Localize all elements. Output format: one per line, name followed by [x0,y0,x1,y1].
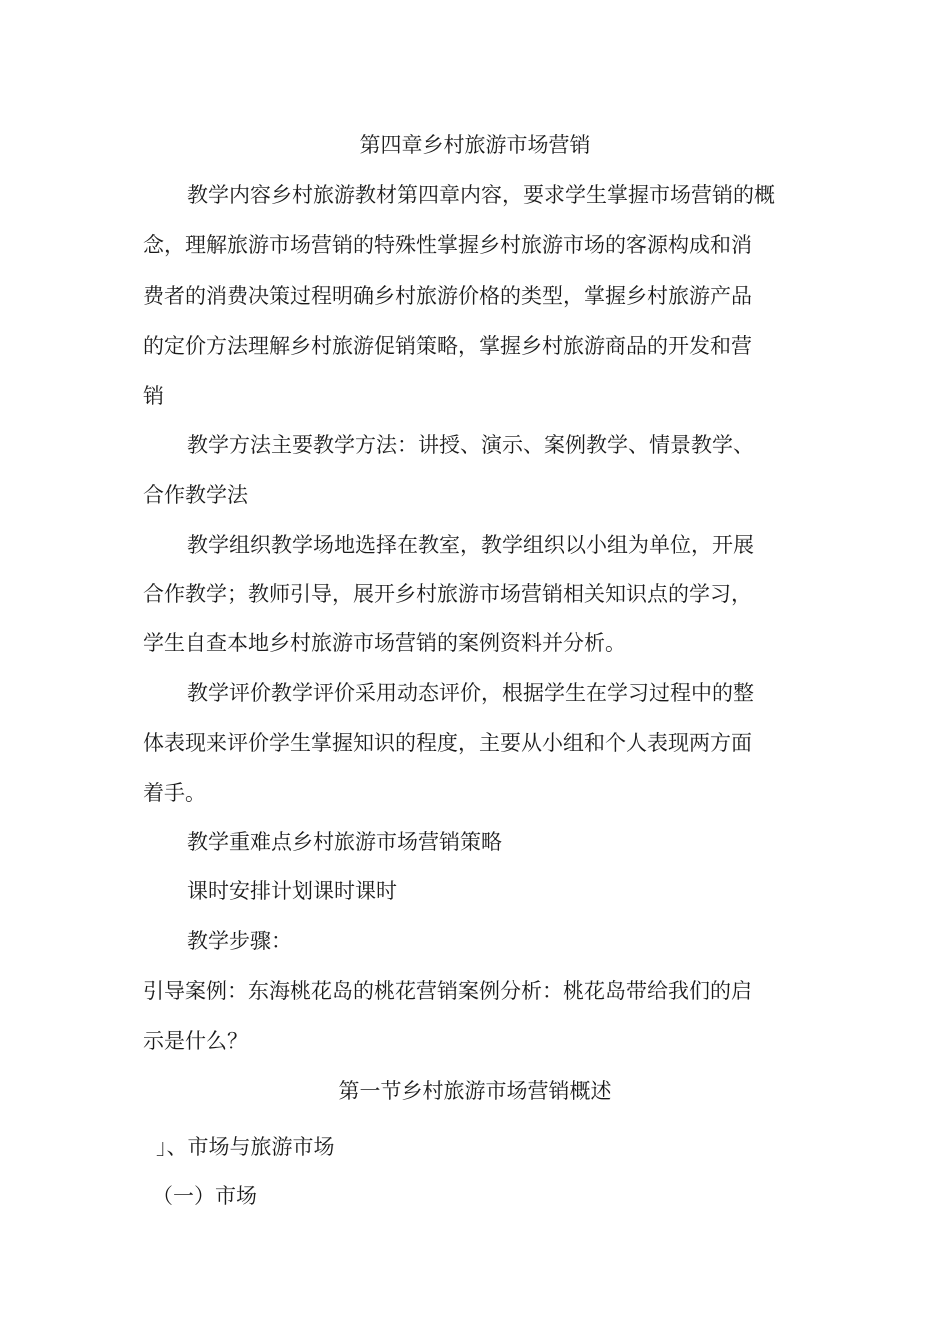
paragraph-line: 示是什么？ [143,1029,248,1053]
paragraph-line: 合作教学法 [143,483,248,507]
paragraph-line: 教学内容乡村旅游教材第四章内容，要求学生掌握市场营销的概 [187,183,775,207]
class-hours-line: 课时安排计划课时课时 [187,879,397,903]
key-points-line: 教学重难点乡村旅游市场营销策略 [187,830,502,854]
paragraph-line: 教学组织教学场地选择在教室，教学组织以小组为单位，开展 [187,533,754,557]
paragraph-line: 引导案例：东海桃花岛的桃花营销案例分析：桃花岛带给我们的启 [143,979,752,1003]
paragraph-line: 的定价方法理解乡村旅游促销策略，掌握乡村旅游商品的开发和营 [143,334,752,358]
paragraph-line: 着手。 [143,781,206,805]
paragraph-line: 费者的消费决策过程明确乡村旅游价格的类型，掌握乡村旅游产品 [143,284,752,308]
paragraph-line: 教学评价教学评价采用动态评价，根据学生在学习过程中的整 [187,681,754,705]
paragraph-line: 学生自查本地乡村旅游市场营销的案例资料并分析。 [143,631,626,655]
list-item: 」、市场与旅游市场 [156,1135,335,1159]
paragraph-line: 体表现来评价学生掌握知识的程度，主要从小组和个人表现两方面 [143,731,752,755]
list-item: （一）市场 [152,1184,257,1208]
chapter-title: 第四章乡村旅游市场营销 [359,133,591,157]
paragraph-line: 合作教学；教师引导，展开乡村旅游市场营销相关知识点的学习， [143,582,752,606]
paragraph-line: 念，理解旅游市场营销的特殊性掌握乡村旅游市场的客源构成和消 [143,233,752,257]
paragraph-line: 销 [143,384,164,408]
teaching-steps-line: 教学步骤： [187,929,292,953]
paragraph-line: 教学方法主要教学方法：讲授、演示、案例教学、情景教学、 [187,433,754,457]
section-title: 第一节乡村旅游市场营销概述 [338,1079,612,1103]
